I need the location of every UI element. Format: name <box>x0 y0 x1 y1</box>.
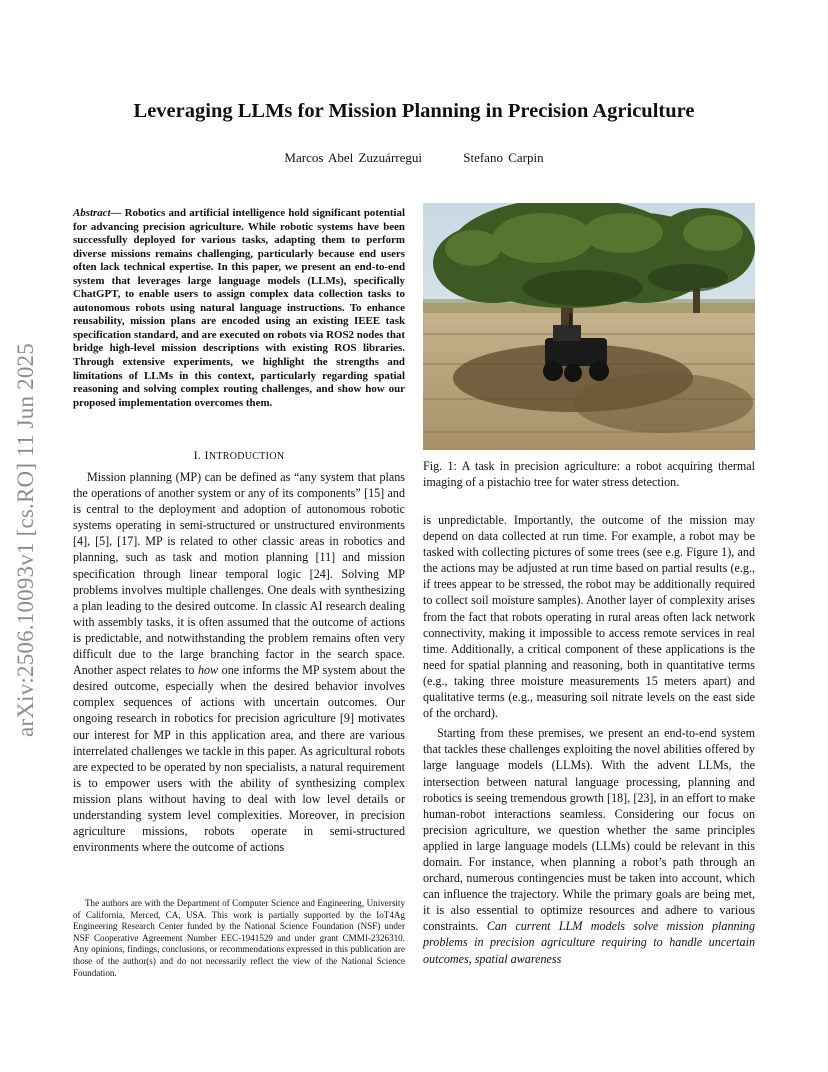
abstract <box>73 207 405 410</box>
section-heading-introduction <box>73 448 405 463</box>
abstract-label: Abstract <box>73 207 111 219</box>
intro-paragraph-2: Starting from these premises, we present an end-to-end system that tackles these challenges exploiting the novel abilities offered by large language models (LLMs). With the advent LLMs, the intersection between natural language processing, planning and robotics is seeing tremendous growth [18], [23], in an effort to make human-robot interactions seamless. Considering our focus on precision agriculture, we question whether the same principles applied in large language models (LLMs) could be relevant in this domain. For instance, when planning a robot’s path through an orchard, numerous contingencies must be taken into account, which can influence the trajectory. While the primary goals are being met, it is also essential to optimize resources and adhere to various constraints. Can current LLM models solve mission planning problems in precision agriculture requiring to handle uncertain outcomes, spatial awareness <box>423 726 755 966</box>
abstract-text: — Robotics and artificial intelligence hold significant potential for advancing precision agriculture. While robotic systems have been successfully deployed for various tasks, adapting them to perform diverse missions remains challenging, particularly because end users often lack technical expertise. In this paper, we present an end-to-end system that leverages large language models (LLMs), specifically ChatGPT, to enable users to assign complex data collection tasks to autonomous robots using natural language instructions. To enhance reusability, mission plans are encoded using an existing IEEE task specification standard, and are executed on robots via ROS2 nodes that bridge high-level mission descriptions with existing ROS libraries. Through extensive experiments, we highlight the strengths and limitations of LLMs in this context, particularly regarding spatial reasoning and solving complex routing challenges, and show how our proposed implementation overcomes them. <box>73 207 405 409</box>
arxiv-stamp <box>6 300 46 780</box>
author-2: Stefano Carpin <box>463 150 544 165</box>
figure-1-photo <box>423 203 755 450</box>
intro-column-1 <box>73 469 405 855</box>
section-title: INTRODUCTION <box>204 448 285 462</box>
author-1: Marcos Abel Zuzuárregui <box>284 150 422 165</box>
orchard-robot-image <box>423 203 755 450</box>
arxiv-id: arXiv:2506.10093v1 [cs.RO] 11 Jun 2025 <box>13 343 38 737</box>
intro-paragraph-continued: is unpredictable. Importantly, the outcome of the mission may depend on data collected at run time. For example, a robot may be tasked with collecting pictures of some trees (see e.g. Figure 1), and the actions may be adjusted at run time based on partial results (e.g., if trees appear to be stressed, the robot may be additionally required to collect soil moisture samples). Another layer of complexity arises from the fact that robots operating in rural areas often lack network connectivity, making it impossible to access remote services in real time. Additionally, a critical component of these applications is the need for spatial planning and reasoning, both in quantitative terms (e.g., taking three moisture measurements 15 meters apart) and qualitative terms (e.g., measuring soil nitrate levels on the east side of the orchard). <box>423 513 755 721</box>
footnote: The authors are with the Department of Computer Science and Engineering, University of California, Merced, CA, USA. This work is partially supported by the IoT4Ag Engineering Research Center funded by the National Science Foundation (NSF) under NSF Cooperative Agreement Number EEC-1941529 and under grant CMMI-2326310. Any opinions, findings, conclusions, or recommendations expressed in this publication are those of the author(s) and do not necessarily reflect the view of the National Science Foundation. <box>73 898 405 978</box>
author-list <box>60 150 768 166</box>
intro-italic-question: Can current LLM models solve mission planning problems in precision agriculture requiring to handle uncertain outcomes, spatial awareness <box>423 919 755 966</box>
intro-paragraph-1: Mission planning (MP) can be defined as “any system that plans the operations of another system or any of its components” [15] and is central to the deployment and adoption of autonomous robotic systems operating in semi-structured or unstructured environments [4], [5], [17]. MP is related to other classic areas in robotics and planning, such as task and motion planning [11] and mission specification through linear temporal logic [24]. Solving MP problems involves multiple challenges. One deals with synthesizing a plan leading to the desired outcome. In classic AI research dealing with assembly tasks, it is often assumed that the outcome of actions is predictable, and notwithstanding the problem remains often very difficult due to the large branching factor in the search space. Another aspect relates to how one informs the MP system about the desired outcome, especially when the desired behavior involves complex sequences of actions with uncertain outcomes. Our ongoing research in robotics for precision agriculture [9] motivates our interest for MP in this application area, and there are various interrelated challenges we tackle in this paper. As agricultural robots are expected to be operated by non specialists, a natural requirement is to empower users with the ability of synthesizing complex mission plans without having to deal with low level details or understanding system level complexities. Moreover, in precision agriculture missions, robots operate in semi-structured environments where the outcome of actions <box>73 470 405 855</box>
intro-italic-how: how <box>197 663 219 678</box>
figure-1-caption: Fig. 1: A task in precision agriculture: a robot acquiring thermal imaging of a pistachio tree for water stress detection. <box>423 459 755 489</box>
paper-title: Leveraging LLMs for Mission Planning in Precision Agriculture <box>133 100 695 122</box>
intro-column-2 <box>423 512 755 967</box>
section-number: I. <box>193 448 202 462</box>
